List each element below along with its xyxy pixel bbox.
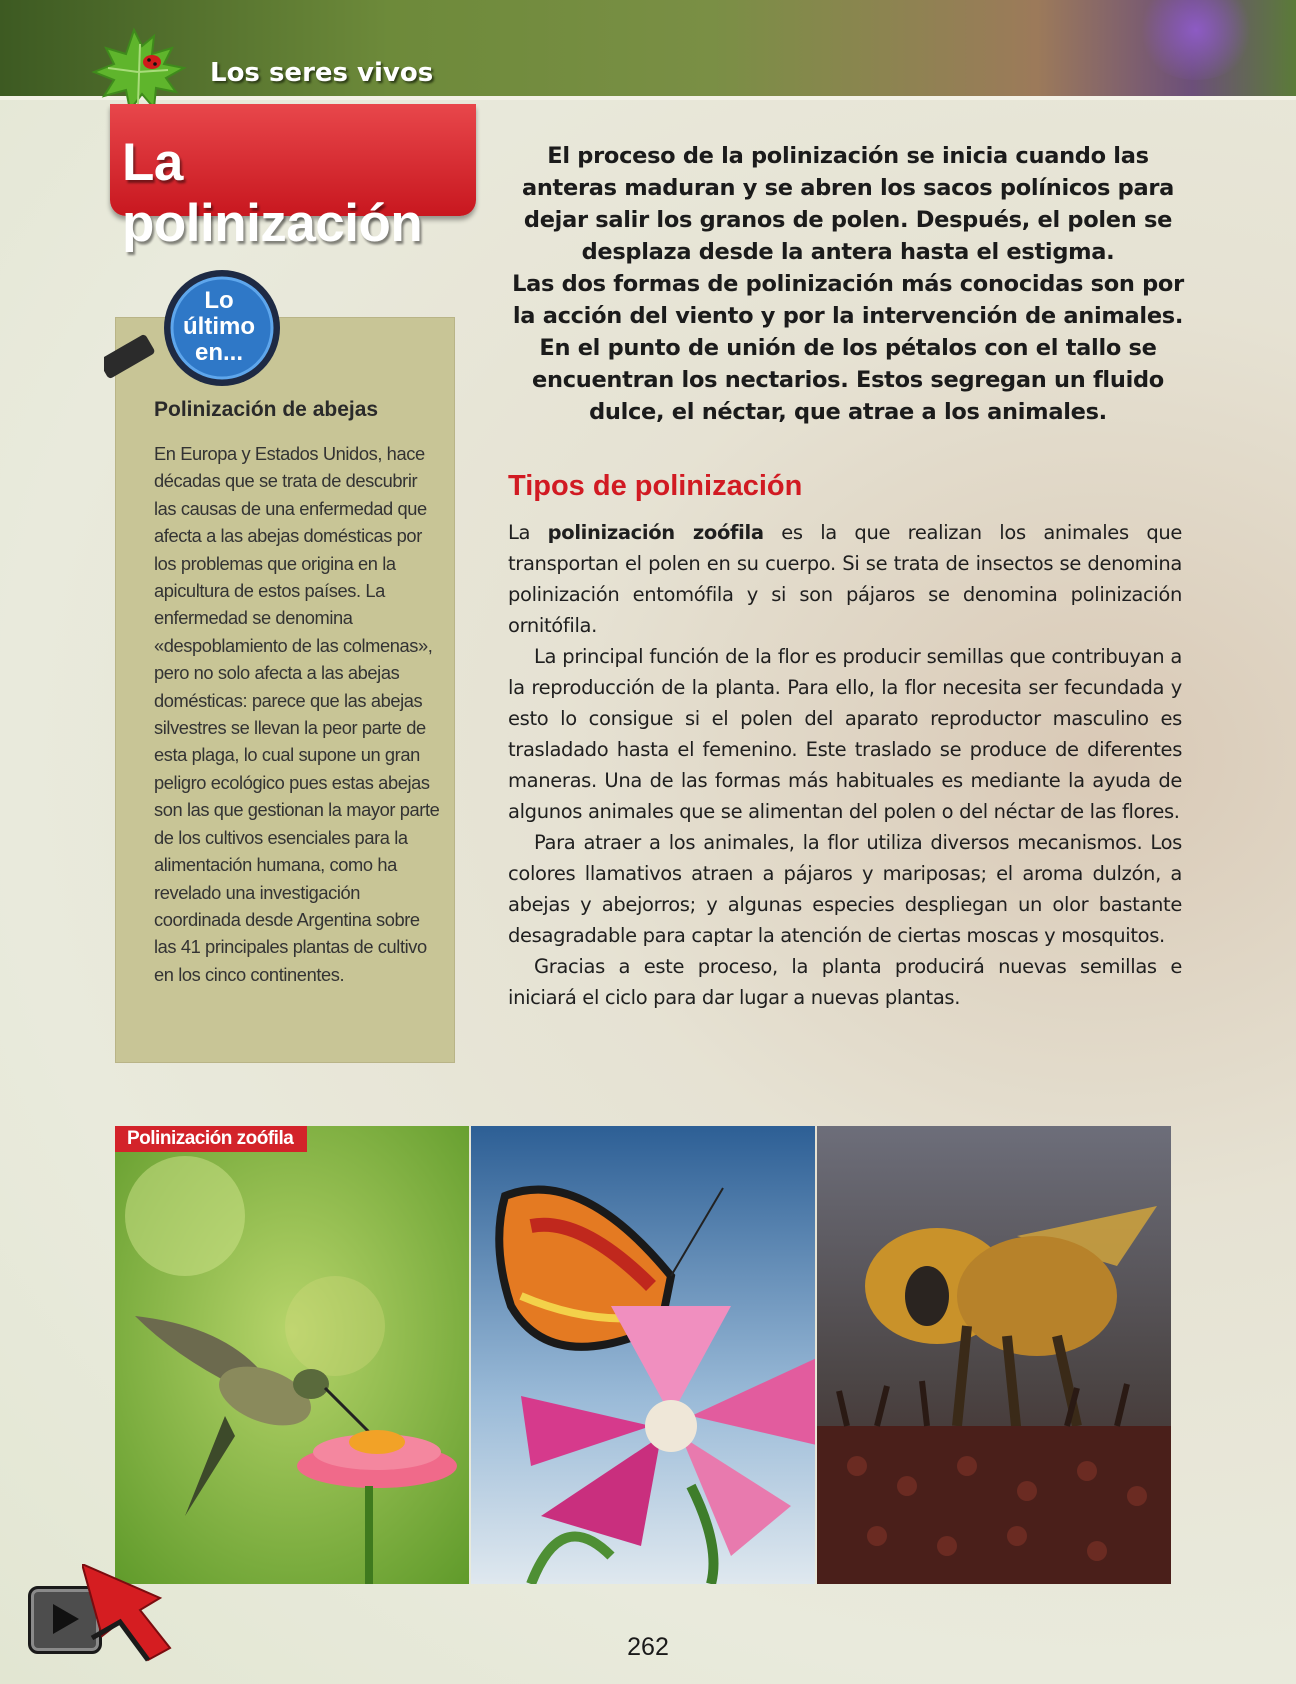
title-banner xyxy=(110,104,476,253)
sidebar-body: En Europa y Estados Unidos, hace décadas que se trata de descubrir las causas de una enfermedad que afecta a las abejas domésticas por los problemas que origina en la apicultura de estos países. La enfermedad se denomina «despoblamiento de las colmenas», pero no solo afecta a las abejas domésticas: parece que las abejas silvestres se llevan la peor parte de esta plaga, lo cual supone un gran peligro ecológico pues estas abejas son las que gestionan la mayor parte de los cultivos esenciales para la alimentación humana, como ha revelado una investigación coordinada desde Argentina sobre las 41 principales plantas de cultivo en los cinco continentes. xyxy=(154,443,440,985)
badge-line: en... xyxy=(194,339,243,366)
paragraph: Gracias a este proceso, la planta producirá nuevas semillas e iniciará el ciclo para dar lugar a nuevas plantas. xyxy=(508,955,1182,1009)
page-title: La polinización xyxy=(122,133,423,253)
flower-blur xyxy=(1136,0,1256,80)
subheading: Tipos de polinización xyxy=(508,470,803,502)
paragraph xyxy=(508,517,1182,641)
text-run: La xyxy=(508,521,548,544)
bee-photo xyxy=(817,1126,1171,1584)
badge-text xyxy=(166,288,272,366)
intro-paragraph: Las dos formas de polinización más conocidas son por la acción del viento y por la intervención de animales. En el punto de unión de los pétalos con el tallo se encuentran los nectarios. Estos segregan un fluido dulce, el néctar, que atrae a los animales. xyxy=(512,271,1184,425)
section-title: Los seres vivos xyxy=(210,58,434,88)
intro-paragraph: El proceso de la polinización se inicia cuando las anteras maduran y se abren los sacos polínicos para dejar salir los granos de polen. Después, el polen se desplaza desde la antera hasta el estigma. xyxy=(521,143,1175,265)
butterfly-photo xyxy=(471,1126,815,1584)
hummingbird-photo xyxy=(115,1126,469,1584)
badge-line: último xyxy=(183,313,255,340)
play-icon xyxy=(47,1601,83,1637)
paragraph: Para atraer a los animales, la flor utiliza diversos mecanismos. Los colores llamativos atraen a pájaros y mariposas; el aroma dulzón, a abejas y abejorros; y algunas especies despliegan un olor bastante desagradable para captar la atención de ciertas moscas y mosquitos. xyxy=(508,831,1182,947)
paragraph: La principal función de la flor es producir semillas que contribuyan a la reproducción de la planta. Para ello, la flor necesita ser fecundada y esto lo consigue si el polen del aparato reproductor masculino es trasladado hasta el femenino. Este traslado se produce de diferentes maneras. Una de las formas más habituales es mediante la ayuda de algunos animales que se alimentan del polen o del néctar de las flores. xyxy=(508,645,1182,823)
photo-label: Polinización zoófila xyxy=(115,1126,307,1152)
intro-text xyxy=(510,140,1186,428)
red-arrow-icon xyxy=(82,1564,174,1664)
bold-term: polinización zoófila xyxy=(547,521,764,544)
main-text xyxy=(508,517,1182,1013)
badge-line: Lo xyxy=(204,287,234,314)
sidebar-heading: Polinización de abejas xyxy=(154,398,379,421)
photo-strip xyxy=(115,1126,1171,1586)
text-run: es la que realizan los animales que transportan el polen en su cuerpo. Si se trata de insectos se denomina polinización entomófila y si son pájaros se denomina polinización ornitófila. xyxy=(508,521,1182,637)
page-number: 262 xyxy=(627,1633,669,1661)
